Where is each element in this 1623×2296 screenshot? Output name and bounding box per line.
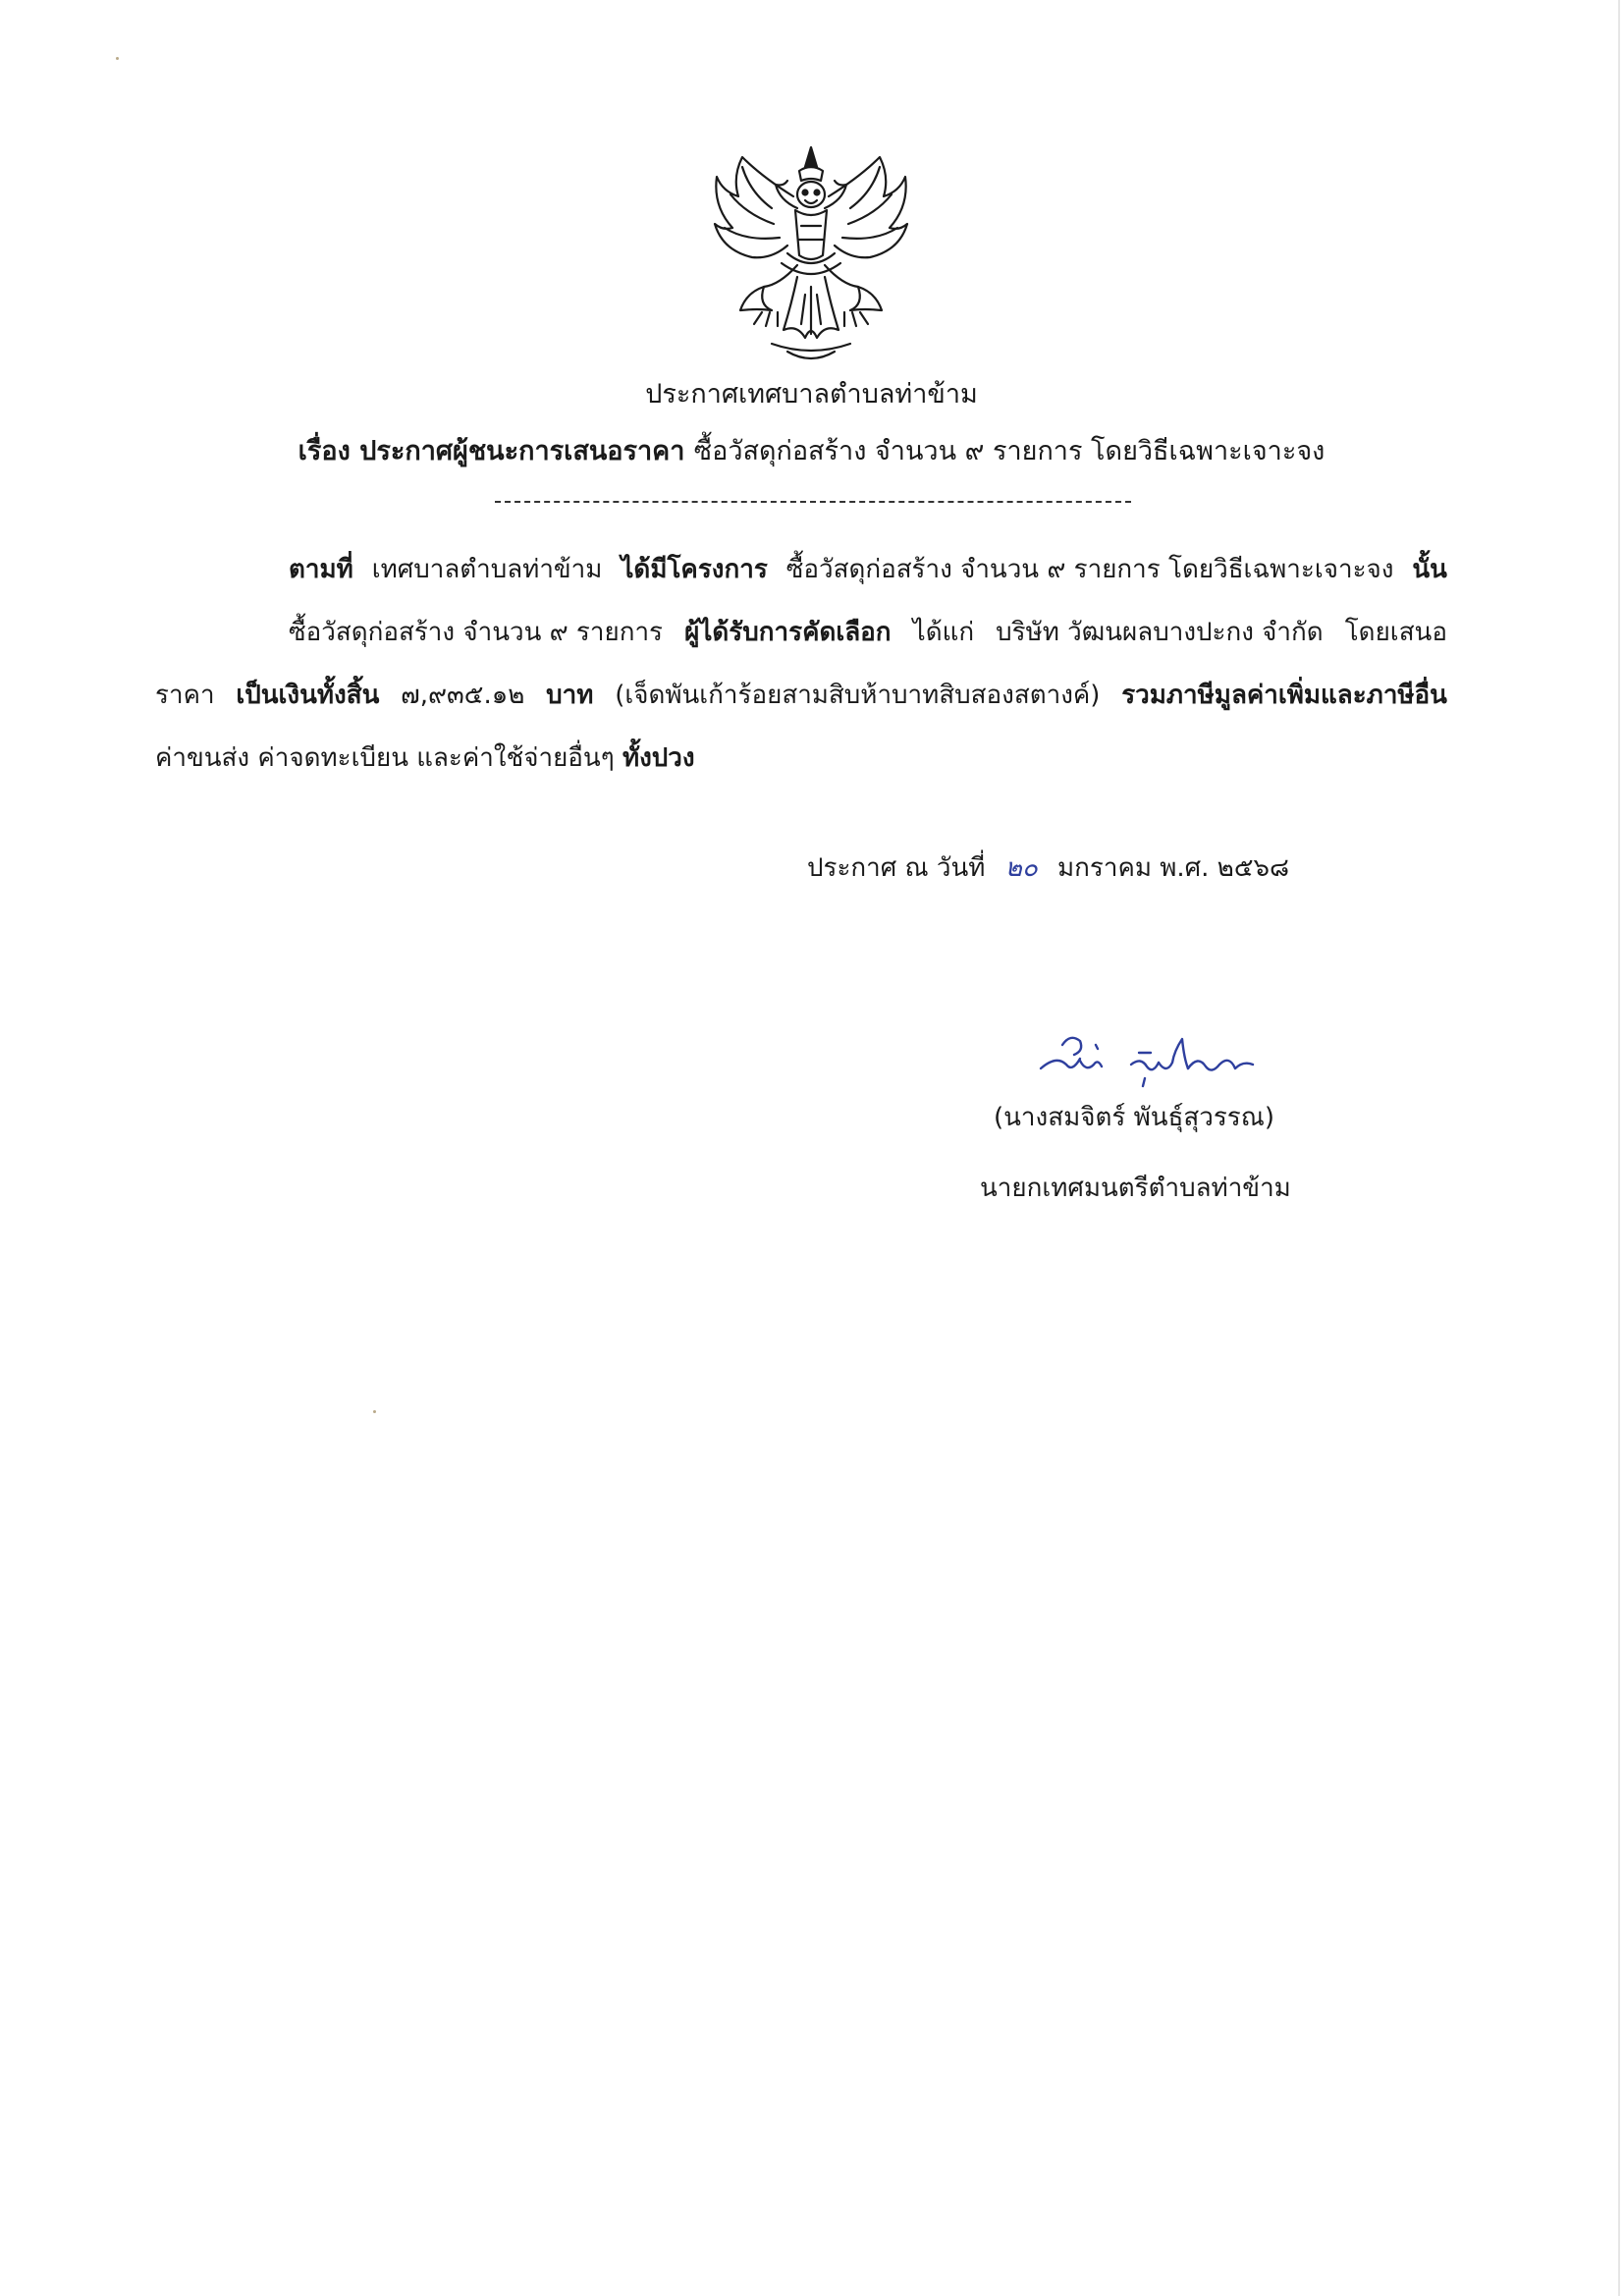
body-vat: รวมภาษีมูลค่าเพิ่มและภาษีอื่น	[1121, 681, 1447, 710]
subject-text: ประกาศผู้ชนะการเสนอราคา	[359, 436, 685, 466]
date-prefix: ประกาศ ณ วันที่	[807, 853, 986, 883]
body-line-3	[155, 678, 1447, 713]
date-month-year: มกราคม พ.ศ. ๒๕๖๘	[1057, 853, 1290, 883]
body-project: ซื้อวัสดุก่อสร้าง จำนวน ๙ รายการ โดยวิธีเฉพาะเจาะจง	[785, 555, 1394, 584]
body-costs-end: ทั้งปวง	[622, 743, 695, 773]
subject-item: ซื้อวัสดุก่อสร้าง จำนวน ๙ รายการ โดยวิธีเฉพาะเจาะจง	[693, 436, 1325, 466]
body-winner: บริษัท วัฒนผลบางปะกง จำกัด	[996, 618, 1324, 647]
divider	[495, 501, 1131, 503]
body-item: ซื้อวัสดุก่อสร้าง จำนวน ๙ รายการ	[289, 618, 664, 647]
handwritten-signature-icon	[1037, 1025, 1272, 1094]
body-selected: ผู้ได้รับการคัดเลือก	[684, 618, 892, 647]
body-line-4	[155, 740, 695, 776]
body-has: ได้มีโครงการ	[621, 555, 768, 584]
page-edge	[1618, 0, 1620, 2296]
body-lead: ตามที่	[289, 555, 353, 584]
body-unit: บาท	[546, 681, 594, 710]
scan-speck	[373, 1410, 376, 1413]
announcement-date	[807, 850, 1289, 886]
body-org: เทศบาลตำบลท่าข้าม	[371, 555, 603, 584]
body-amount: ๗,๙๓๕.๑๒	[401, 681, 525, 710]
body-offer: โดยเสนอ	[1344, 618, 1447, 647]
garuda-emblem-icon	[703, 137, 919, 373]
date-day: ๒๐	[1004, 853, 1038, 883]
body-line-2	[289, 615, 1447, 650]
body-winner-label: ได้แก่	[912, 618, 975, 647]
body-total-label: เป็นเงินทั้งสิ้น	[236, 681, 380, 710]
subject-line	[0, 434, 1623, 469]
body-costs: ค่าขนส่ง ค่าจดทะเบียน และค่าใช้จ่ายอื่นๆ	[155, 743, 615, 773]
scan-speck	[116, 57, 119, 60]
body-line-1	[289, 552, 1447, 587]
page-title: ประกาศเทศบาลตำบลท่าข้าม	[645, 379, 978, 410]
body-end: นั้น	[1412, 555, 1447, 584]
signatory-position: นายกเทศมนตรีตำบลท่าข้าม	[980, 1174, 1291, 1203]
subject-label: เรื่อง	[298, 436, 351, 466]
body-amount-words: (เจ็ดพันเก้าร้อยสามสิบห้าบาทสิบสองสตางค์)	[615, 681, 1101, 710]
signatory-name: (นางสมจิตร์ พันธุ์สุวรรณ)	[994, 1103, 1275, 1132]
body-price-label: ราคา	[155, 681, 215, 710]
